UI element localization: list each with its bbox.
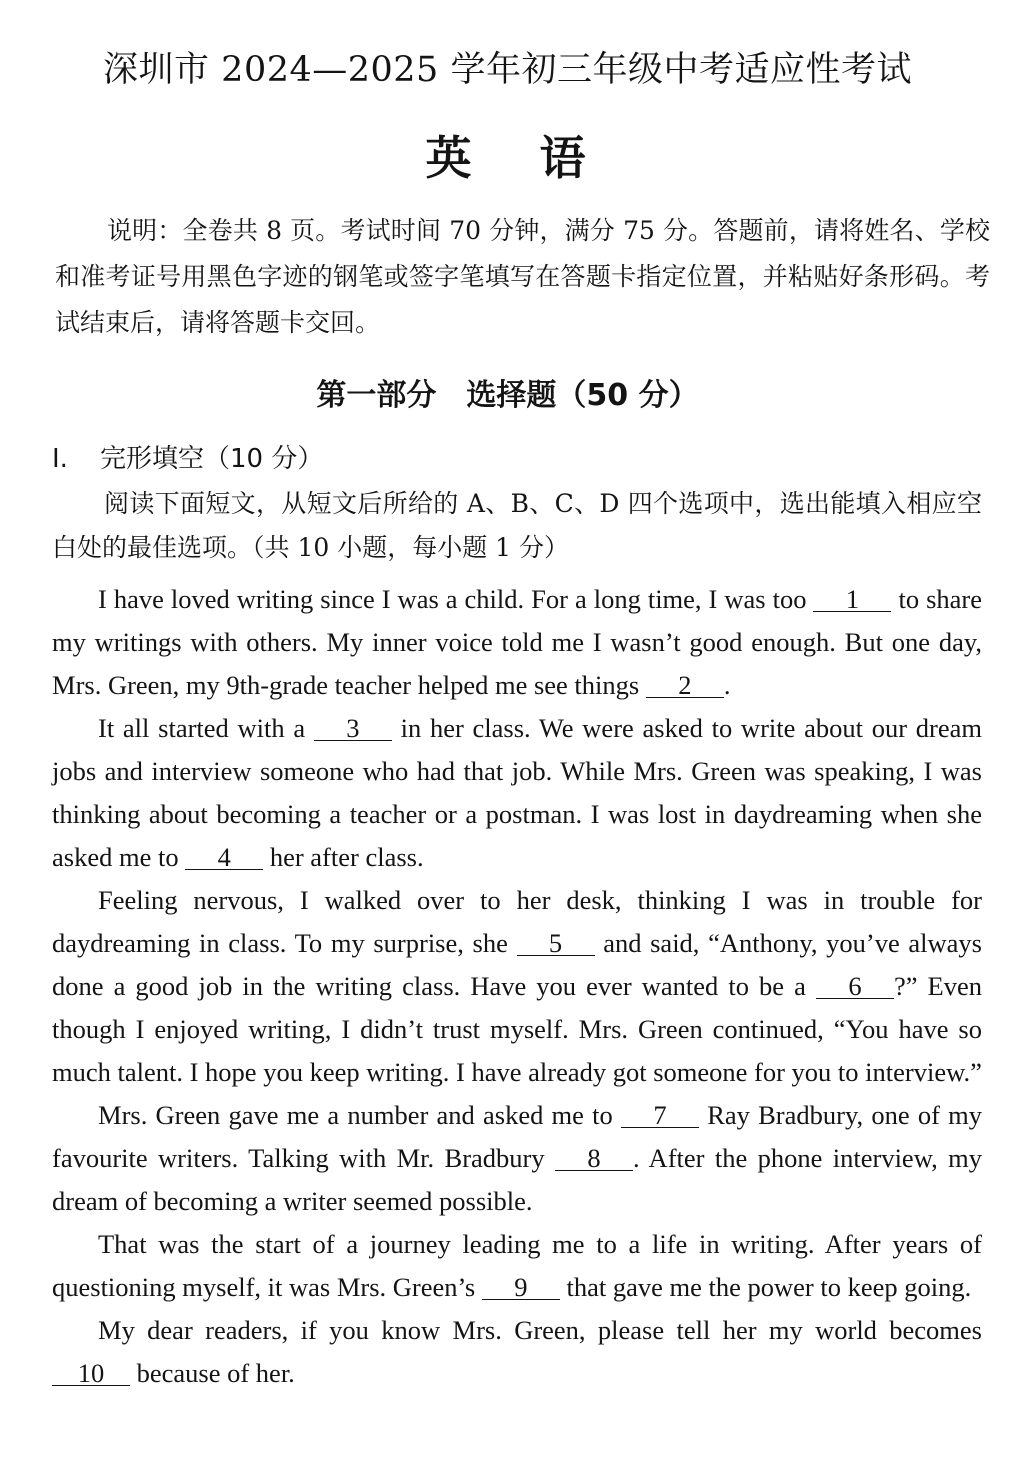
- exam-title: 深圳市 2024—2025 学年初三年级中考适应性考试: [103, 50, 912, 90]
- subject-title: 英 语: [425, 131, 612, 185]
- passage-text: That was the start of a journey leading me to a life in writing. After years of questioning myself, it was Mrs. Green’s: [52, 1229, 982, 1302]
- passage-paragraph: [52, 879, 982, 1094]
- blank-3: 3: [314, 716, 392, 741]
- passage-paragraph: [52, 1223, 982, 1309]
- section-heading: [52, 438, 323, 475]
- passage-text: and said, “Anthony, you’ve always done a good job in the writing class. Have you ever wanted to be a: [52, 928, 982, 1001]
- passage-paragraph: [52, 1094, 982, 1223]
- passage-text: that gave me the power to keep going.: [559, 1272, 972, 1302]
- passage-paragraph: [52, 1309, 982, 1395]
- passage-paragraph: [52, 707, 982, 879]
- passage-text: to share my writings with others. My inner voice told me I wasn’t good enough. But one day, Mrs. Green, my 9th-grade teacher helped me see things: [52, 584, 982, 700]
- passage-text: Feeling nervous, I walked over to her desk, thinking I was in trouble for daydreaming in class. To my surprise, she: [52, 885, 982, 958]
- part-heading: [0, 370, 1015, 414]
- blank-10: 10: [52, 1361, 130, 1386]
- blank-4: 4: [185, 845, 263, 870]
- blank-5: 5: [517, 931, 595, 956]
- passage-paragraph: [52, 578, 982, 707]
- blank-7: 7: [621, 1103, 699, 1128]
- passage-text: Mrs. Green gave me a number and asked me to: [98, 1100, 621, 1130]
- exam-instructions: 说明：全卷共 8 页。考试时间 70 分钟，满分 75 分。答题前，请将姓名、学校和准考证号用黑色字迹的钢笔或签字笔填写在答题卡指定位置，并粘贴好条形码。考试结束后，请将答题卡交回。: [55, 216, 990, 337]
- passage-text: because of her.: [130, 1358, 295, 1388]
- passage-text: Ray Bradbury, one of my favourite writers. Talking with Mr. Bradbury: [52, 1100, 982, 1173]
- passage-text: in her class. We were asked to write about our dream jobs and interview someone who had that job. While Mrs. Green was speaking, I was thinking about becoming a teacher or a postman. I was lost in daydreaming when she asked me to: [52, 713, 982, 872]
- passage-text: I have loved writing since I was a child. For a long time, I was too: [98, 584, 814, 614]
- blank-1: 1: [813, 587, 891, 612]
- section-title: 完形填空（10 分）: [100, 444, 324, 474]
- blank-6: 6: [816, 974, 894, 999]
- passage-text: It all started with a: [98, 713, 314, 743]
- section-directions: 阅读下面短文，从短文后所给的 A、B、C、D 四个选项中，选出能填入相应空白处的最佳选项。（共 10 小题，每小题 1 分）: [52, 489, 982, 562]
- blank-9: 9: [482, 1275, 560, 1300]
- part-label: 第一部分: [316, 378, 437, 413]
- passage-text: ?” Even though I enjoyed writing, I didn’t trust myself. Mrs. Green continued, “You have so much talent. I hope you keep writing. I have already got someone for you to interview.”: [52, 971, 982, 1087]
- passage-text: My dear readers, if you know Mrs. Green, please tell her my world becomes: [98, 1315, 982, 1345]
- blank-8: 8: [555, 1146, 633, 1171]
- part-name: 选择题（50 分）: [466, 378, 699, 413]
- blank-2: 2: [646, 673, 724, 698]
- passage-text: her after class.: [263, 842, 424, 872]
- passage-text: .: [723, 670, 731, 700]
- passage-text: . After the phone interview, my dream of becoming a writer seemed possible.: [52, 1143, 982, 1216]
- section-number: I.: [52, 444, 68, 474]
- cloze-passage: [52, 578, 982, 1395]
